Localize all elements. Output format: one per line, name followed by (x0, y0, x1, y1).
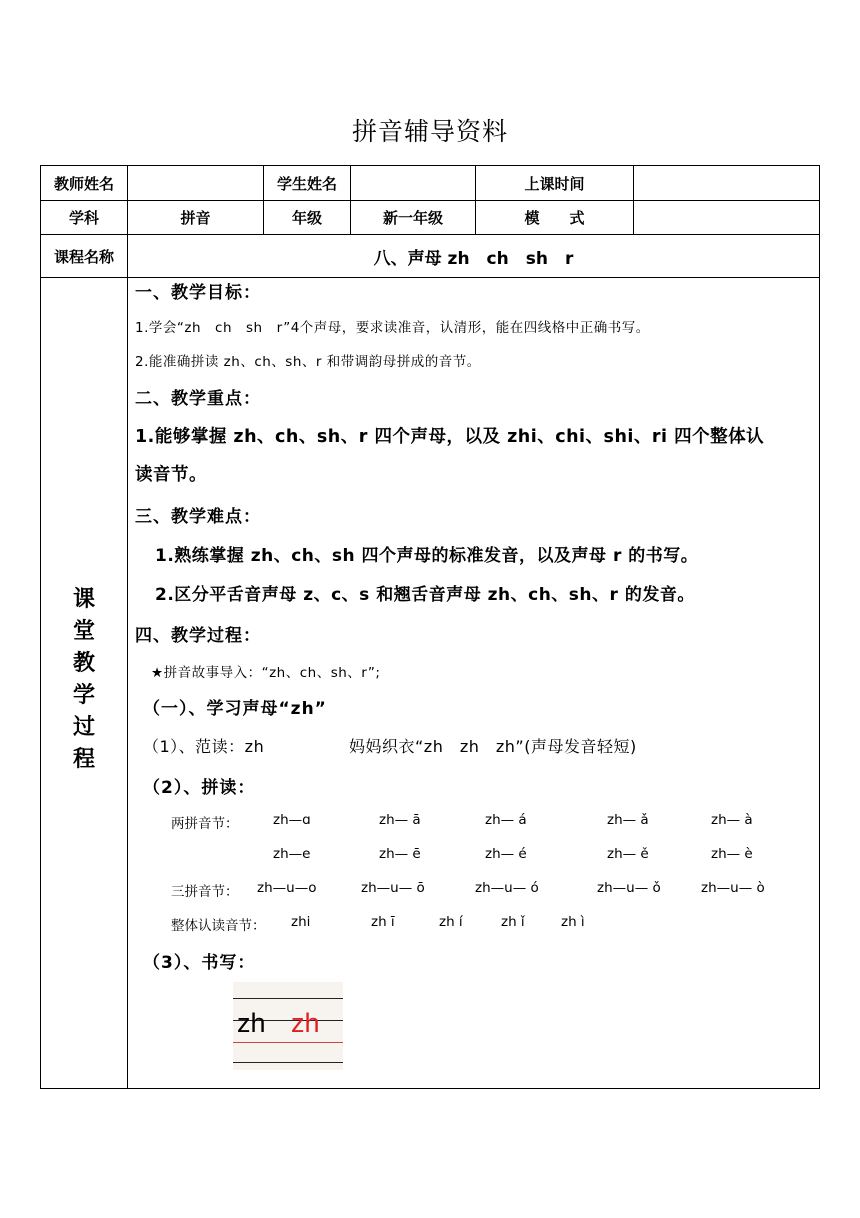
student-name-value[interactable] (351, 166, 475, 200)
side-char: 课 (72, 587, 95, 612)
course-name-value: 八、声母 zh ch sh r (373, 248, 574, 269)
syllable: zh ì (561, 914, 585, 930)
grid-line (233, 998, 343, 999)
writing-sample-red: zh (291, 1008, 320, 1038)
grade-label: 年级 (291, 209, 322, 227)
syllable: zhi (291, 914, 311, 930)
section-process-title: 四、教学过程： (135, 626, 261, 646)
objective-item-1: 1.学会“zh ch sh r”4个声母，要求读准音，认清形，能在四线格中正确书写。 (135, 320, 650, 336)
teacher-name-label: 教师姓名 (53, 174, 114, 193)
side-label-classroom-process (41, 278, 127, 1090)
syllable: zh— è (711, 846, 753, 862)
side-char: 教 (72, 651, 95, 676)
side-char: 堂 (72, 619, 95, 644)
difficulty-item-2: 2.区分平舌音声母 z、c、s 和翘舌音声母 zh、ch、sh、r 的发音。 (155, 585, 695, 605)
objective-item-2: 2.能准确拼读 zh、ch、sh、r 和带调韵母拼成的音节。 (135, 354, 481, 370)
syllable: zh— ē (379, 846, 421, 862)
side-char: 过 (72, 715, 95, 740)
syllable: zh—e (273, 846, 311, 862)
subject-value: 拼音 (180, 209, 211, 227)
difficulty-item-1: 1.熟练掌握 zh、ch、sh 四个声母的标准发音，以及声母 r 的书写。 (155, 546, 699, 566)
key-point-line-2: 读音节。 (135, 465, 207, 485)
mode-value[interactable] (634, 201, 819, 234)
writing-sample-black: zh (237, 1008, 266, 1038)
syllable: zh—u— ó (475, 880, 539, 896)
whole-syllable-label: 整体认读音节： (171, 918, 266, 934)
two-syllable-label: 两拼音节： (171, 816, 239, 832)
syllable: zh—ɑ (273, 812, 311, 828)
class-time-label: 上课时间 (524, 174, 585, 193)
syllable: zh ī (371, 914, 395, 930)
syllable: zh— à (711, 812, 753, 828)
step-1-text: 妈妈织衣“zh zh zh”(声母发音轻短) (349, 737, 637, 756)
syllable: zh— á (485, 812, 527, 828)
side-char: 学 (72, 683, 95, 708)
three-syllable-label: 三拼音节： (171, 884, 239, 900)
part-one-title: （一）、学习声母“zh” (143, 699, 327, 719)
column-divider (127, 166, 128, 1088)
document-title: 拼音辅导资料 (351, 117, 508, 146)
side-char: 程 (72, 747, 95, 772)
syllable: zh— ě (607, 846, 649, 862)
syllable: zh— ā (379, 812, 421, 828)
grid-baseline (233, 1042, 343, 1043)
syllable: zh—u— ǒ (597, 880, 661, 896)
syllable: zh—u— ō (361, 880, 425, 896)
syllable: zh— ǎ (607, 812, 649, 828)
syllable: zh í (439, 914, 463, 930)
section-key-points-title: 二、教学重点： (135, 389, 261, 409)
class-time-value[interactable] (634, 166, 819, 200)
student-name-label: 学生姓名 (276, 174, 337, 193)
grid-line (233, 1062, 343, 1063)
step-3-label: （3）、书写： (143, 953, 256, 973)
section-objectives-title: 一、教学目标： (135, 283, 261, 303)
step-2-label: （2）、拼读： (143, 778, 256, 798)
syllable: zh—u— ò (701, 880, 765, 896)
syllable: zh—u—o (257, 880, 317, 896)
lesson-table (40, 165, 820, 1089)
teacher-name-value[interactable] (128, 166, 263, 200)
key-point-line-1: 1.能够掌握 zh、ch、sh、r 四个声母，以及 zhi、chi、shi、ri 四个整体认 (135, 427, 765, 447)
section-difficulties-title: 三、教学难点： (135, 507, 261, 527)
mode-label: 模 式 (524, 209, 585, 227)
course-name-label: 课程名称 (53, 247, 114, 266)
story-intro: ★拼音故事导入：“zh、ch、sh、r”; (151, 665, 381, 681)
subject-label: 学科 (68, 209, 99, 227)
syllable: zh— é (485, 846, 527, 862)
syllable: zh ǐ (501, 914, 525, 930)
step-1-label: （1）、范读：zh (143, 737, 265, 756)
grade-value: 新一年级 (382, 209, 443, 227)
four-line-writing-grid (233, 982, 343, 1070)
